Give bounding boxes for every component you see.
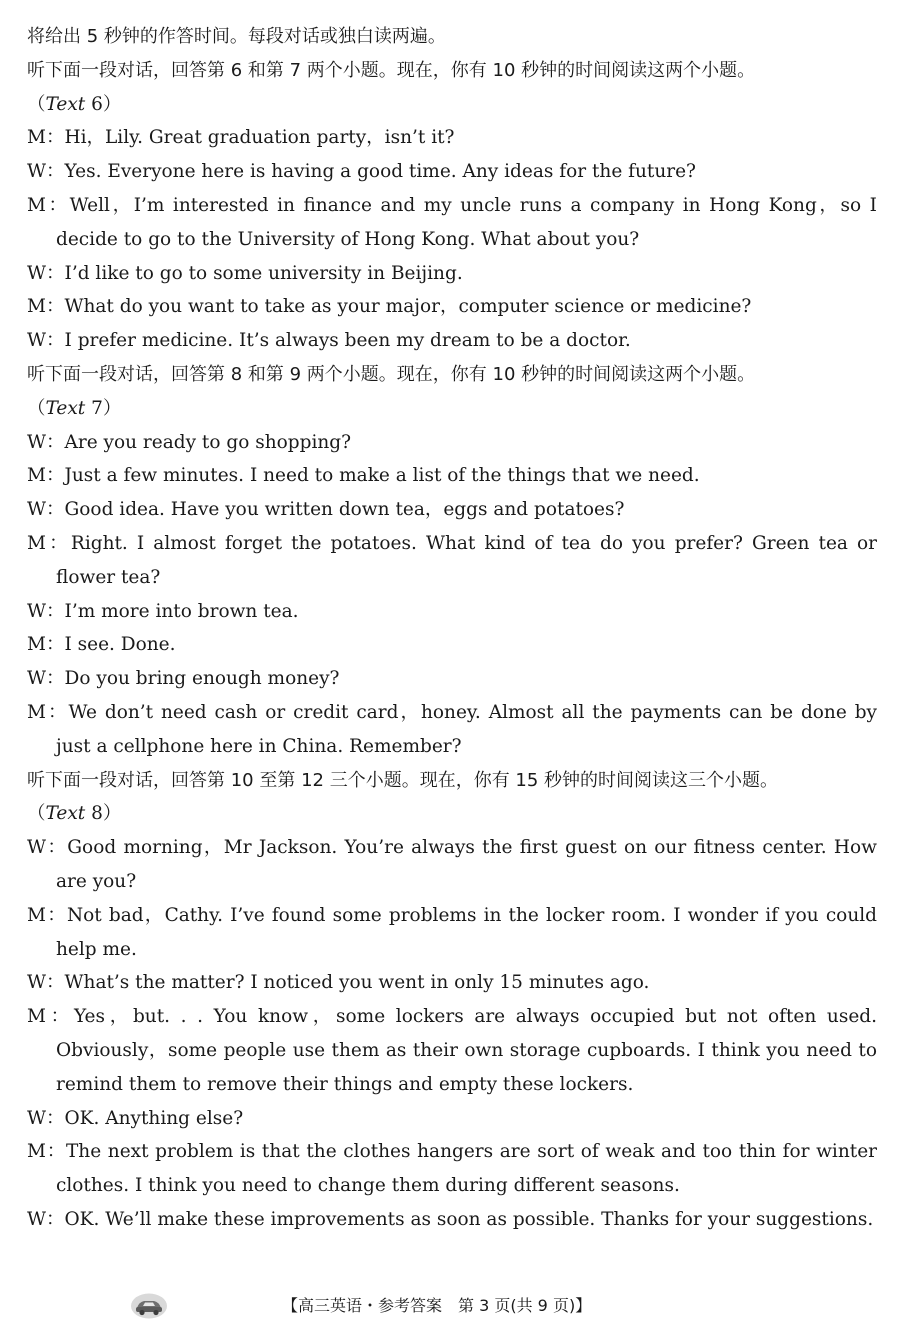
dialogue-text: Yes，but. . . You know，some lockers are always occupied but not often used. Obviously，some people use them as their own storage cupboards. I think you need to remind them to remove their things and empty these lockers. — [56, 1006, 877, 1095]
speaker-label: M： — [27, 1006, 74, 1028]
text-label-word: Text — [45, 803, 86, 825]
text-label-word: Text — [45, 397, 86, 419]
dialogue-text: We don’t need cash or credit card，honey. Almost all the payments can be done by just a cellphone here in China. Remember? — [56, 701, 877, 757]
footer-page-label: 【高三英语・参考答案 第 3 页(共 9 页)】 — [282, 1296, 592, 1315]
dialogue-line — [27, 966, 877, 1000]
dialogue-line — [27, 595, 877, 629]
text-label-number: 6） — [85, 93, 122, 115]
text-label-word: Text — [45, 93, 86, 115]
text-label-open: （ — [27, 93, 46, 115]
speaker-label: W： — [27, 262, 65, 284]
dialogue-line — [27, 527, 877, 595]
dialogue-text: Good idea. Have you written down tea，eggs and potatoes? — [64, 499, 625, 521]
dialogue-line — [27, 189, 877, 257]
dialogue-text: I prefer medicine. It’s always been my dream to be a doctor. — [64, 330, 631, 352]
dialogue-text: What do you want to take as your major，computer science or medicine? — [64, 296, 752, 318]
dialogue-text: Hi，Lily. Great graduation party，isn’t it? — [64, 127, 455, 149]
speaker-label: W： — [27, 600, 65, 622]
listening-transcript — [27, 20, 877, 1237]
speaker-label: W： — [27, 668, 65, 690]
dialogue-line — [27, 696, 877, 764]
speaker-label: W： — [27, 1107, 65, 1129]
speaker-label: M： — [27, 634, 65, 656]
dialogue-line — [27, 628, 877, 662]
dialogue-line — [27, 459, 877, 493]
dialogue-text: The next problem is that the clothes hangers are sort of weak and too thin for winter clothes. I think you need to change them during different seasons. — [56, 1141, 877, 1197]
speaker-label: M： — [27, 1141, 66, 1163]
dialogue-text: Yes. Everyone here is having a good time. Any ideas for the future? — [64, 161, 696, 183]
dialogue-line — [27, 1203, 877, 1237]
section-instruction: 听下面一段对话，回答第 8 和第 9 两个小题。现在，你有 10 秒钟的时间阅读这两个小题。 — [27, 363, 756, 385]
speaker-label: M： — [27, 465, 65, 487]
dialogue-line — [27, 121, 877, 155]
dialogue-line — [27, 290, 877, 324]
dialogue-text: I’m more into brown tea. — [64, 600, 299, 622]
text-label-open: （ — [27, 803, 46, 825]
speaker-label: M： — [27, 194, 70, 216]
dialogue-text: What’s the matter? I noticed you went in only 15 minutes ago. — [64, 972, 650, 994]
speaker-label: M： — [27, 127, 65, 149]
text-label-number: 8） — [85, 803, 122, 825]
page-footer — [0, 1290, 900, 1324]
text-label — [27, 797, 877, 831]
dialogue-line — [27, 426, 877, 460]
speaker-label: M： — [27, 904, 67, 926]
text-label-open: （ — [27, 397, 46, 419]
dialogue-line — [27, 324, 877, 358]
dialogue-text: I see. Done. — [64, 634, 176, 656]
text-label — [27, 88, 877, 122]
dialogue-line — [27, 899, 877, 967]
dialogue-text: Just a few minutes. I need to make a list of the things that we need. — [64, 465, 700, 487]
speaker-label: M： — [27, 701, 69, 723]
dialogue-text: Good morning，Mr Jackson. You’re always the first guest on our fitness center. How are you? — [56, 837, 878, 892]
section-instruction: 听下面一段对话，回答第 6 和第 7 两个小题。现在，你有 10 秒钟的时间阅读这两个小题。 — [27, 59, 756, 81]
dialogue-text: OK. Anything else? — [64, 1107, 244, 1129]
speaker-label: W： — [27, 837, 68, 859]
section-instruction: 听下面一段对话，回答第 10 至第 12 三个小题。现在，你有 15 秒钟的时间阅读这三个小题。 — [27, 769, 779, 791]
dialogue-line — [27, 257, 877, 291]
section-instruction: 将给出 5 秒钟的作答时间。每段对话或独白读两遍。 — [27, 26, 446, 47]
text-label — [27, 392, 877, 426]
speaker-label: W： — [27, 161, 65, 183]
dialogue-text: Are you ready to go shopping? — [64, 431, 352, 453]
dialogue-text: Not bad，Cathy. I’ve found some problems in the locker room. I wonder if you could help me. — [56, 904, 877, 960]
dialogue-text: I’d like to go to some university in Beijing. — [64, 262, 463, 284]
dialogue-text: Well，I’m interested in finance and my uncle runs a company in Hong Kong，so I decide to go to the University of Hong Kong. What about you? — [56, 194, 877, 250]
speaker-label: W： — [27, 1208, 65, 1230]
dialogue-line — [27, 831, 877, 899]
speaker-label: W： — [27, 499, 65, 521]
dialogue-line — [27, 662, 877, 696]
car-logo-icon — [130, 1292, 168, 1320]
text-label-number: 7） — [85, 397, 122, 419]
speaker-label: M： — [27, 532, 71, 554]
dialogue-line — [27, 1000, 877, 1101]
dialogue-line — [27, 493, 877, 527]
dialogue-line — [27, 1102, 877, 1136]
dialogue-line — [27, 1135, 877, 1203]
speaker-label: W： — [27, 972, 65, 994]
dialogue-text: Right. I almost forget the potatoes. What kind of tea do you prefer? Green tea or flower tea? — [56, 532, 878, 588]
dialogue-text: OK. We’ll make these improvements as soon as possible. Thanks for your suggestions. — [64, 1208, 874, 1230]
dialogue-text: Do you bring enough money? — [64, 668, 340, 690]
speaker-label: M： — [27, 296, 65, 318]
dialogue-line — [27, 155, 877, 189]
speaker-label: W： — [27, 330, 65, 352]
speaker-label: W： — [27, 431, 65, 453]
